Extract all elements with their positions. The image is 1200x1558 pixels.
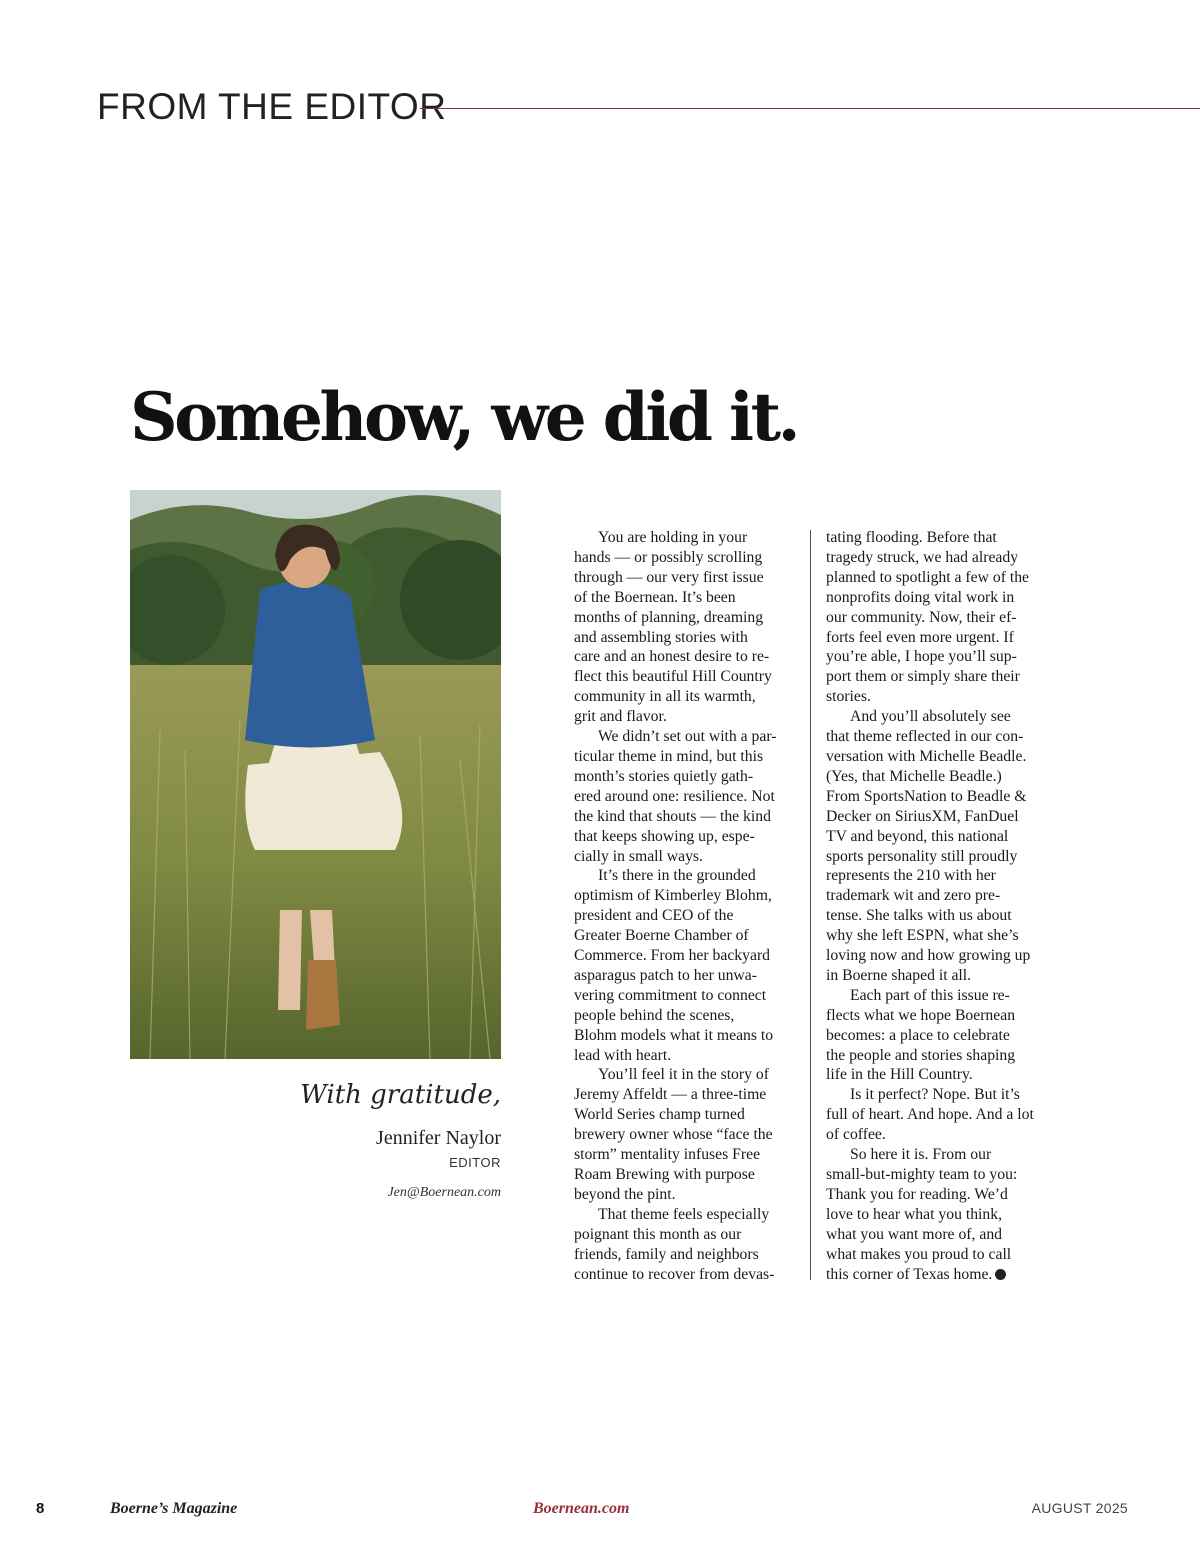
article-text-line: tating flooding. Before that [826, 529, 997, 546]
article-text-line: cially in small ways. [574, 847, 703, 865]
article-text-line: ticular theme in mind, but this [574, 747, 764, 765]
article-text-line: care and an honest desire to re- [574, 648, 770, 666]
article-text-line: (Yes, that Michelle Beadle.) [826, 767, 1002, 785]
section-rule [420, 108, 1200, 109]
article-text-line: president and CEO of the [574, 907, 734, 925]
article-text-line: flect this beautiful Hill Country [574, 668, 772, 686]
article-text-line: small-but-mighty team to you: [826, 1166, 1018, 1183]
article-text-line: It’s there in the grounded [598, 867, 756, 885]
headline: Somehow, we did it. [130, 378, 798, 456]
article-text-line: that keeps showing up, espe- [574, 827, 755, 845]
editor-photo [130, 490, 501, 1059]
article-text-line: TV and beyond, this national [826, 827, 1009, 845]
article-text-line: why she left ESPN, what she’s [826, 927, 1019, 945]
article-text-line: represents the 210 with her [826, 867, 996, 885]
article-text-line: Thank you for reading. We’d [826, 1185, 1008, 1203]
article-text-line: That theme feels especially [598, 1205, 770, 1223]
article-text-line: So here it is. From our [850, 1146, 992, 1164]
article-text-line: this corner of Texas home. [826, 1265, 1058, 1285]
editor-portrait-photo-icon [130, 490, 501, 1059]
article-text-line: sports personality still proudly [826, 847, 1018, 865]
article-text-line: months of planning, dreaming [574, 608, 764, 626]
article-text-line: You’ll feel it in the story of [598, 1066, 769, 1084]
article-text-line: loving now and how growing up [826, 947, 1031, 965]
article-text-line: tragedy struck, we had already [826, 548, 1019, 566]
article-text-line: Commerce. From her backyard [574, 947, 771, 965]
article-text-line: through — our very first issue [574, 568, 764, 586]
article-text-line: tense. She talks with us about [826, 907, 1012, 925]
article-text-line: forts feel even more urgent. If [826, 628, 1014, 646]
footer-page-number: 8 [36, 1500, 45, 1517]
article-text-line: Is it perfect? Nope. But it’s [850, 1086, 1020, 1104]
article-text-line: continue to recover from devas- [574, 1265, 775, 1283]
section-header: FROM THE EDITOR [97, 86, 447, 127]
article-text-line: trademark wit and zero pre- [826, 887, 1001, 905]
article-text-line: full of heart. And hope. And a lot [826, 1106, 1034, 1124]
article-text-line: stories. [826, 688, 871, 706]
article-text-line: lead with heart. [574, 1046, 672, 1064]
article-text-line: Blohm models what it means to [574, 1026, 774, 1044]
article-text-line: asparagus patch to her unwa- [574, 966, 757, 984]
article-text-line: community in all its warmth, [574, 688, 756, 706]
article-text-line: planned to spotlight a few of the [826, 568, 1030, 586]
article-text-line: vering commitment to connect [574, 986, 767, 1004]
article-text-line: and assembling stories with [574, 628, 748, 646]
article-text-line: in Boerne shaped it all. [826, 966, 972, 984]
article-text-line: World Series champ turned [574, 1106, 745, 1124]
article-text-line: grit and flavor. [574, 708, 667, 726]
signoff-name: Jennifer Naylor [376, 1127, 501, 1149]
article-text-line: brewery owner whose “face the [574, 1126, 773, 1144]
article-text-line: We didn’t set out with a par- [598, 728, 777, 746]
article-text-line: the kind that shouts — the kind [574, 807, 771, 825]
article-text-line: becomes: a place to celebrate [826, 1026, 1010, 1044]
article-text-line: people behind the scenes, [574, 1006, 735, 1024]
article-text-line: of the Boernean. It’s been [574, 588, 736, 606]
article-text-line: what you want more of, and [826, 1225, 1003, 1243]
article-text-line: month’s stories quietly gath- [574, 767, 754, 785]
article-text-line: poignant this month as our [574, 1225, 742, 1243]
article-text-line: of coffee. [826, 1126, 886, 1144]
signoff-closing: With gratitude, [300, 1080, 501, 1110]
article-text-line: And you’ll absolutely see [850, 708, 1011, 726]
article-text-line: beyond the pint. [574, 1185, 676, 1203]
column-divider [810, 530, 811, 1280]
article-column-1 [574, 528, 806, 1284]
article-text-line: Roam Brewing with purpose [574, 1166, 755, 1183]
article-text-line: ered around one: resilience. Not [574, 787, 775, 805]
article-text-line: hands — or possibly scrolling [574, 548, 763, 566]
article-text-line: love to hear what you think, [826, 1205, 1003, 1223]
article-text-line: Decker on SiriusXM, FanDuel [826, 807, 1019, 825]
article-text-line: You are holding in your [598, 529, 748, 546]
footer-website-link[interactable]: Boernean.com [533, 1500, 630, 1517]
article-text-line: port them or simply share their [826, 668, 1020, 686]
article-text-line: From SportsNation to Beadle & [826, 787, 1027, 805]
signoff-email[interactable]: Jen@Boernean.com [387, 1185, 501, 1200]
article-column-2 [826, 528, 1058, 1284]
footer-issue-date: AUGUST 2025 [1031, 1500, 1128, 1516]
article-text-line: optimism of Kimberley Blohm, [574, 887, 772, 905]
article-text-line: life in the Hill Country. [826, 1066, 973, 1084]
article-text-line: you’re able, I hope you’ll sup- [826, 648, 1017, 666]
end-of-story-icon [995, 1269, 1006, 1280]
article-text-line: Greater Boerne Chamber of [574, 927, 749, 945]
article-text-line: Jeremy Affeldt — a three-time [574, 1086, 767, 1104]
article-text-line: storm” mentality infuses Free [574, 1146, 761, 1164]
article-text-line: that theme reflected in our con- [826, 728, 1024, 746]
article-text-line: Each part of this issue re- [850, 986, 1010, 1004]
footer-magazine-name: Boerne’s Magazine [110, 1500, 238, 1517]
article-text-line: flects what we hope Boernean [826, 1006, 1016, 1024]
article-text-line: versation with Michelle Beadle. [826, 747, 1027, 765]
article-text-line: our community. Now, their ef- [826, 608, 1017, 626]
signoff-title: EDITOR [449, 1155, 501, 1170]
article-text-line: friends, family and neighbors [574, 1245, 759, 1263]
article-text-line: the people and stories shaping [826, 1046, 1016, 1064]
article-text-line: nonprofits doing vital work in [826, 588, 1015, 606]
article-text-line: what makes you proud to call [826, 1245, 1012, 1263]
